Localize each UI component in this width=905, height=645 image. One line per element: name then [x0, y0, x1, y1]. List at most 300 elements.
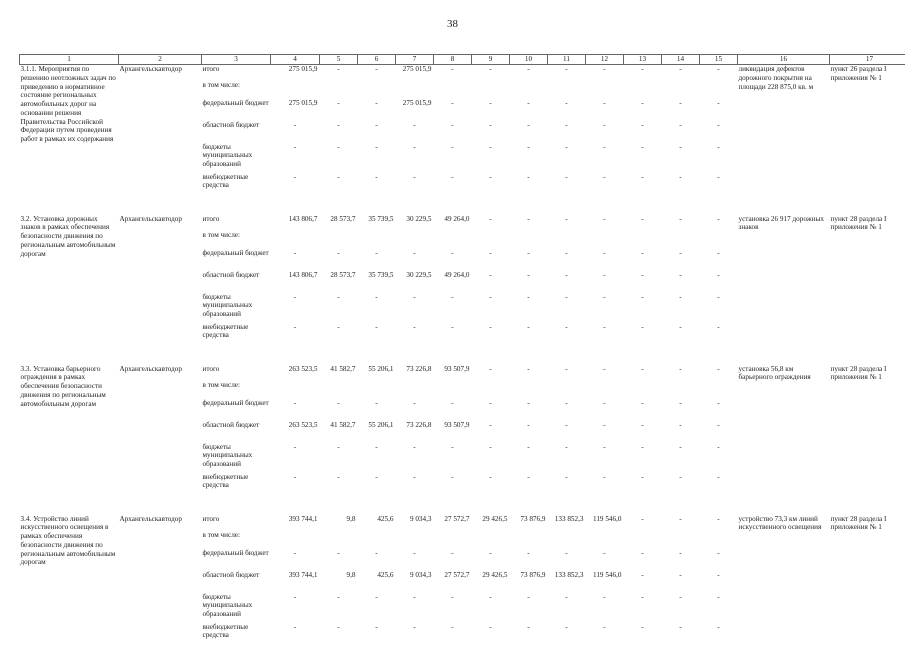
amount-cell: -: [396, 399, 434, 421]
amount-cell: -: [434, 143, 472, 173]
amount-cell: [624, 531, 662, 549]
amount-cell: -: [586, 173, 624, 195]
amount-cell: -: [662, 473, 700, 495]
amount-cell: [472, 81, 510, 99]
table-row: [20, 65, 905, 81]
amount-cell: [510, 231, 548, 249]
amount-cell: 73 876,9: [510, 571, 548, 593]
amount-cell: -: [624, 249, 662, 271]
amount-cell: 393 744,1: [271, 571, 320, 593]
funding-source-label: областной бюджет: [202, 421, 271, 443]
amount-cell: -: [396, 323, 434, 345]
amount-cell: -: [472, 549, 510, 571]
amount-cell: -: [510, 421, 548, 443]
amount-cell: -: [510, 593, 548, 623]
amount-cell: -: [586, 323, 624, 345]
amount-cell: [396, 231, 434, 249]
column-header: 8: [434, 55, 472, 65]
column-header: 5: [320, 55, 358, 65]
expected-result: установка 26 917 дорожных знаков: [738, 215, 830, 345]
expected-result: ликвидация дефектов дорожного покрытия на площади 228 875,0 кв. м: [738, 65, 830, 195]
amount-cell: -: [358, 593, 396, 623]
amount-cell: -: [510, 323, 548, 345]
amount-cell: -: [586, 99, 624, 121]
column-header: 7: [396, 55, 434, 65]
amount-cell: -: [358, 143, 396, 173]
amount-cell: -: [271, 143, 320, 173]
amount-cell: 263 523,5: [271, 365, 320, 381]
amount-cell: -: [472, 365, 510, 381]
amount-cell: -: [624, 65, 662, 81]
amount-cell: -: [586, 421, 624, 443]
amount-cell: -: [271, 593, 320, 623]
funding-source-label: в том числе:: [202, 231, 271, 249]
amount-cell: -: [271, 249, 320, 271]
amount-cell: -: [548, 421, 586, 443]
amount-cell: 93 507,9: [434, 365, 472, 381]
amount-cell: 119 546,0: [586, 571, 624, 593]
amount-cell: -: [624, 571, 662, 593]
amount-cell: -: [700, 249, 738, 271]
amount-cell: -: [586, 443, 624, 473]
funding-source-label: итого: [202, 365, 271, 381]
amount-cell: -: [700, 271, 738, 293]
amount-cell: -: [548, 65, 586, 81]
amount-cell: -: [700, 293, 738, 323]
amount-cell: -: [586, 249, 624, 271]
amount-cell: -: [624, 121, 662, 143]
amount-cell: -: [434, 473, 472, 495]
amount-cell: 9 034,3: [396, 571, 434, 593]
amount-cell: 263 523,5: [271, 421, 320, 443]
amount-cell: -: [700, 173, 738, 195]
amount-cell: -: [434, 173, 472, 195]
amount-cell: 275 015,9: [271, 99, 320, 121]
amount-cell: [624, 81, 662, 99]
amount-cell: -: [434, 293, 472, 323]
amount-cell: -: [548, 99, 586, 121]
amount-cell: -: [434, 593, 472, 623]
amount-cell: -: [662, 515, 700, 531]
amount-cell: -: [510, 293, 548, 323]
activity-description: 3.3. Установка барьерного ограждения в рамках обеспечения безопасности движения по региональным автомобильным дорогам: [20, 365, 119, 495]
amount-cell: -: [548, 121, 586, 143]
amount-cell: -: [396, 549, 434, 571]
amount-cell: -: [396, 473, 434, 495]
amount-cell: [548, 531, 586, 549]
amount-cell: -: [548, 623, 586, 645]
amount-cell: -: [624, 549, 662, 571]
amount-cell: -: [434, 121, 472, 143]
amount-cell: -: [320, 65, 358, 81]
amount-cell: -: [624, 515, 662, 531]
amount-cell: -: [624, 271, 662, 293]
amount-cell: -: [510, 399, 548, 421]
table-row: [20, 365, 905, 381]
amount-cell: -: [548, 593, 586, 623]
amount-cell: -: [662, 421, 700, 443]
amount-cell: [662, 231, 700, 249]
funding-source-label: в том числе:: [202, 81, 271, 99]
amount-cell: -: [548, 473, 586, 495]
amount-cell: -: [434, 99, 472, 121]
amount-cell: -: [586, 271, 624, 293]
amount-cell: -: [358, 99, 396, 121]
amount-cell: [434, 381, 472, 399]
amount-cell: -: [586, 121, 624, 143]
amount-cell: -: [700, 99, 738, 121]
funding-source-label: внебюджетные средства: [202, 473, 271, 495]
funding-source-label: бюджеты муниципальных образований: [202, 293, 271, 323]
amount-cell: -: [624, 623, 662, 645]
amount-cell: -: [586, 593, 624, 623]
amount-cell: 119 546,0: [586, 515, 624, 531]
amount-cell: -: [358, 65, 396, 81]
funding-source-label: в том числе:: [202, 381, 271, 399]
funding-source-label: итого: [202, 515, 271, 531]
amount-cell: -: [510, 143, 548, 173]
block-spacer: [20, 345, 905, 365]
column-header: 2: [119, 55, 202, 65]
amount-cell: 41 582,7: [320, 365, 358, 381]
amount-cell: [396, 381, 434, 399]
amount-cell: -: [271, 549, 320, 571]
table-row: [20, 215, 905, 231]
amount-cell: -: [510, 271, 548, 293]
funding-source-label: внебюджетные средства: [202, 173, 271, 195]
amount-cell: -: [548, 365, 586, 381]
funding-source-label: федеральный бюджет: [202, 399, 271, 421]
executor-cell: Архангельскавтодор: [119, 65, 202, 195]
amount-cell: -: [271, 623, 320, 645]
amount-cell: 133 852,3: [548, 515, 586, 531]
column-header: 12: [586, 55, 624, 65]
amount-cell: [700, 381, 738, 399]
amount-cell: 27 572,7: [434, 571, 472, 593]
column-header: 13: [624, 55, 662, 65]
amount-cell: -: [358, 549, 396, 571]
page-number: 38: [0, 18, 905, 30]
amount-cell: -: [700, 143, 738, 173]
column-header: 14: [662, 55, 700, 65]
spacer-cell: [20, 345, 905, 365]
funding-source-label: итого: [202, 65, 271, 81]
amount-cell: -: [586, 365, 624, 381]
amount-cell: 27 572,7: [434, 515, 472, 531]
amount-cell: -: [396, 443, 434, 473]
amount-cell: [586, 381, 624, 399]
amount-cell: -: [472, 249, 510, 271]
amount-cell: -: [662, 249, 700, 271]
amount-cell: -: [434, 549, 472, 571]
amount-cell: -: [271, 399, 320, 421]
activity-description: 3.2. Установка дорожных знаков в рамках обеспечения безопасности движения по региональным автомобильным дорогам: [20, 215, 119, 345]
executor-cell: Архангельскавтодор: [119, 215, 202, 345]
amount-cell: -: [700, 593, 738, 623]
amount-cell: 393 744,1: [271, 515, 320, 531]
amount-cell: -: [548, 443, 586, 473]
spacer-cell: [20, 195, 905, 215]
amount-cell: -: [396, 593, 434, 623]
amount-cell: [320, 381, 358, 399]
funding-source-label: федеральный бюджет: [202, 99, 271, 121]
amount-cell: -: [700, 323, 738, 345]
amount-cell: 425,6: [358, 571, 396, 593]
amount-cell: -: [434, 249, 472, 271]
amount-cell: 143 806,7: [271, 271, 320, 293]
amount-cell: [320, 81, 358, 99]
amount-cell: 30 229,5: [396, 215, 434, 231]
amount-cell: -: [271, 173, 320, 195]
funding-source-label: бюджеты муниципальных образований: [202, 443, 271, 473]
amount-cell: [472, 531, 510, 549]
amount-cell: -: [320, 143, 358, 173]
amount-cell: -: [434, 623, 472, 645]
amount-cell: -: [510, 249, 548, 271]
amount-cell: -: [320, 293, 358, 323]
amount-cell: -: [358, 249, 396, 271]
amount-cell: -: [396, 249, 434, 271]
amount-cell: [271, 81, 320, 99]
column-header: 15: [700, 55, 738, 65]
amount-cell: 29 426,5: [472, 571, 510, 593]
amount-cell: -: [472, 65, 510, 81]
amount-cell: -: [662, 271, 700, 293]
amount-cell: -: [271, 121, 320, 143]
amount-cell: -: [320, 249, 358, 271]
amount-cell: [434, 531, 472, 549]
amount-cell: [396, 81, 434, 99]
amount-cell: -: [662, 173, 700, 195]
amount-cell: 35 739,5: [358, 271, 396, 293]
amount-cell: -: [586, 549, 624, 571]
amount-cell: -: [472, 99, 510, 121]
amount-cell: [358, 381, 396, 399]
amount-cell: -: [624, 421, 662, 443]
amount-cell: -: [548, 399, 586, 421]
amount-cell: [700, 231, 738, 249]
amount-cell: -: [271, 443, 320, 473]
amount-cell: -: [586, 623, 624, 645]
amount-cell: [434, 81, 472, 99]
amount-cell: [662, 81, 700, 99]
funding-source-label: областной бюджет: [202, 571, 271, 593]
amount-cell: -: [358, 623, 396, 645]
column-header: 6: [358, 55, 396, 65]
amount-cell: -: [472, 473, 510, 495]
amount-cell: -: [548, 271, 586, 293]
amount-cell: -: [320, 323, 358, 345]
amount-cell: -: [586, 143, 624, 173]
amount-cell: 55 206,1: [358, 365, 396, 381]
column-header: 4: [271, 55, 320, 65]
funding-source-label: итого: [202, 215, 271, 231]
funding-source-label: внебюджетные средства: [202, 323, 271, 345]
amount-cell: [548, 381, 586, 399]
amount-cell: -: [472, 593, 510, 623]
amount-cell: [662, 381, 700, 399]
amount-cell: -: [472, 143, 510, 173]
amount-cell: -: [700, 443, 738, 473]
amount-cell: 93 507,9: [434, 421, 472, 443]
amount-cell: 49 264,0: [434, 215, 472, 231]
amount-cell: -: [271, 293, 320, 323]
amount-cell: 275 015,9: [271, 65, 320, 81]
amount-cell: [624, 231, 662, 249]
amount-cell: [396, 531, 434, 549]
amount-cell: -: [700, 65, 738, 81]
amount-cell: 9,8: [320, 571, 358, 593]
amount-cell: -: [700, 549, 738, 571]
amount-cell: -: [472, 421, 510, 443]
amount-cell: -: [624, 323, 662, 345]
amount-cell: -: [472, 293, 510, 323]
amount-cell: -: [510, 173, 548, 195]
activity-description: 3.4. Устройство линий искусственного освещения в рамках обеспечения безопасности движения по региональным автомобильным дорогам: [20, 515, 119, 645]
funding-source-label: в том числе:: [202, 531, 271, 549]
amount-cell: -: [700, 623, 738, 645]
amount-cell: -: [358, 293, 396, 323]
amount-cell: -: [396, 121, 434, 143]
amount-cell: [586, 531, 624, 549]
amount-cell: -: [434, 65, 472, 81]
amount-cell: -: [320, 593, 358, 623]
amount-cell: -: [662, 623, 700, 645]
column-header: 17: [830, 55, 905, 65]
amount-cell: [434, 231, 472, 249]
amount-cell: -: [700, 571, 738, 593]
amount-cell: -: [358, 443, 396, 473]
amount-cell: -: [700, 421, 738, 443]
amount-cell: -: [624, 365, 662, 381]
amount-cell: -: [320, 443, 358, 473]
amount-cell: -: [624, 215, 662, 231]
program-activities-table: [19, 54, 905, 645]
amount-cell: 28 573,7: [320, 215, 358, 231]
amount-cell: -: [662, 143, 700, 173]
amount-cell: -: [434, 323, 472, 345]
funding-source-label: областной бюджет: [202, 271, 271, 293]
amount-cell: -: [662, 121, 700, 143]
activity-description: 3.1.1. Мероприятия по решению неотложных задач по приведению в нормативное состояние региональных автомобильных дорог на основании решения Правительства Российской Федерации путем проведения работ в рамках их содержания: [20, 65, 119, 195]
amount-cell: -: [320, 173, 358, 195]
amount-cell: -: [472, 173, 510, 195]
amount-cell: -: [271, 323, 320, 345]
amount-cell: -: [700, 473, 738, 495]
amount-cell: -: [548, 143, 586, 173]
column-header: 3: [202, 55, 271, 65]
amount-cell: 73 876,9: [510, 515, 548, 531]
amount-cell: 275 015,9: [396, 65, 434, 81]
amount-cell: -: [510, 473, 548, 495]
amount-cell: -: [624, 143, 662, 173]
amount-cell: 73 226,8: [396, 365, 434, 381]
amount-cell: 30 229,5: [396, 271, 434, 293]
amount-cell: -: [358, 473, 396, 495]
block-spacer: [20, 195, 905, 215]
amount-cell: -: [624, 473, 662, 495]
reference-cell: пункт 28 раздела I приложения № 1: [830, 215, 905, 345]
amount-cell: -: [624, 99, 662, 121]
amount-cell: -: [396, 623, 434, 645]
amount-cell: -: [586, 65, 624, 81]
amount-cell: -: [548, 549, 586, 571]
amount-cell: -: [624, 593, 662, 623]
expected-result: устройство 73,3 км линий искусственного освещения: [738, 515, 830, 645]
amount-cell: -: [700, 215, 738, 231]
reference-cell: пункт 28 раздела I приложения № 1: [830, 515, 905, 645]
amount-cell: -: [434, 399, 472, 421]
amount-cell: -: [472, 623, 510, 645]
amount-cell: [358, 231, 396, 249]
amount-cell: -: [586, 293, 624, 323]
amount-cell: [510, 81, 548, 99]
amount-cell: 425,6: [358, 515, 396, 531]
amount-cell: [700, 531, 738, 549]
amount-cell: -: [358, 173, 396, 195]
amount-cell: -: [548, 173, 586, 195]
amount-cell: -: [662, 323, 700, 345]
amount-cell: -: [510, 99, 548, 121]
amount-cell: -: [662, 99, 700, 121]
amount-cell: -: [662, 65, 700, 81]
amount-cell: -: [472, 271, 510, 293]
amount-cell: -: [548, 293, 586, 323]
amount-cell: -: [320, 99, 358, 121]
amount-cell: -: [396, 173, 434, 195]
amount-cell: -: [472, 215, 510, 231]
amount-cell: -: [662, 399, 700, 421]
amount-cell: -: [396, 293, 434, 323]
funding-source-label: внебюджетные средства: [202, 623, 271, 645]
column-header: 16: [738, 55, 830, 65]
amount-cell: [586, 231, 624, 249]
funding-source-label: областной бюджет: [202, 121, 271, 143]
amount-cell: -: [320, 623, 358, 645]
amount-cell: [320, 531, 358, 549]
amount-cell: -: [510, 549, 548, 571]
amount-cell: -: [510, 215, 548, 231]
reference-cell: пункт 28 раздела I приложения № 1: [830, 365, 905, 495]
amount-cell: 29 426,5: [472, 515, 510, 531]
amount-cell: -: [624, 399, 662, 421]
amount-cell: 143 806,7: [271, 215, 320, 231]
amount-cell: -: [662, 293, 700, 323]
amount-cell: 73 226,8: [396, 421, 434, 443]
amount-cell: -: [510, 623, 548, 645]
amount-cell: [271, 231, 320, 249]
amount-cell: -: [434, 443, 472, 473]
amount-cell: -: [358, 121, 396, 143]
amount-cell: -: [320, 473, 358, 495]
amount-cell: [472, 381, 510, 399]
amount-cell: [271, 381, 320, 399]
amount-cell: -: [396, 143, 434, 173]
amount-cell: -: [624, 443, 662, 473]
amount-cell: -: [662, 443, 700, 473]
table-row: [20, 515, 905, 531]
amount-cell: -: [548, 323, 586, 345]
amount-cell: [662, 531, 700, 549]
amount-cell: 28 573,7: [320, 271, 358, 293]
amount-cell: 35 739,5: [358, 215, 396, 231]
reference-cell: пункт 26 раздела I приложения № 1: [830, 65, 905, 195]
amount-cell: [358, 531, 396, 549]
amount-cell: -: [662, 549, 700, 571]
column-header: 9: [472, 55, 510, 65]
amount-cell: -: [510, 65, 548, 81]
amount-cell: -: [662, 365, 700, 381]
